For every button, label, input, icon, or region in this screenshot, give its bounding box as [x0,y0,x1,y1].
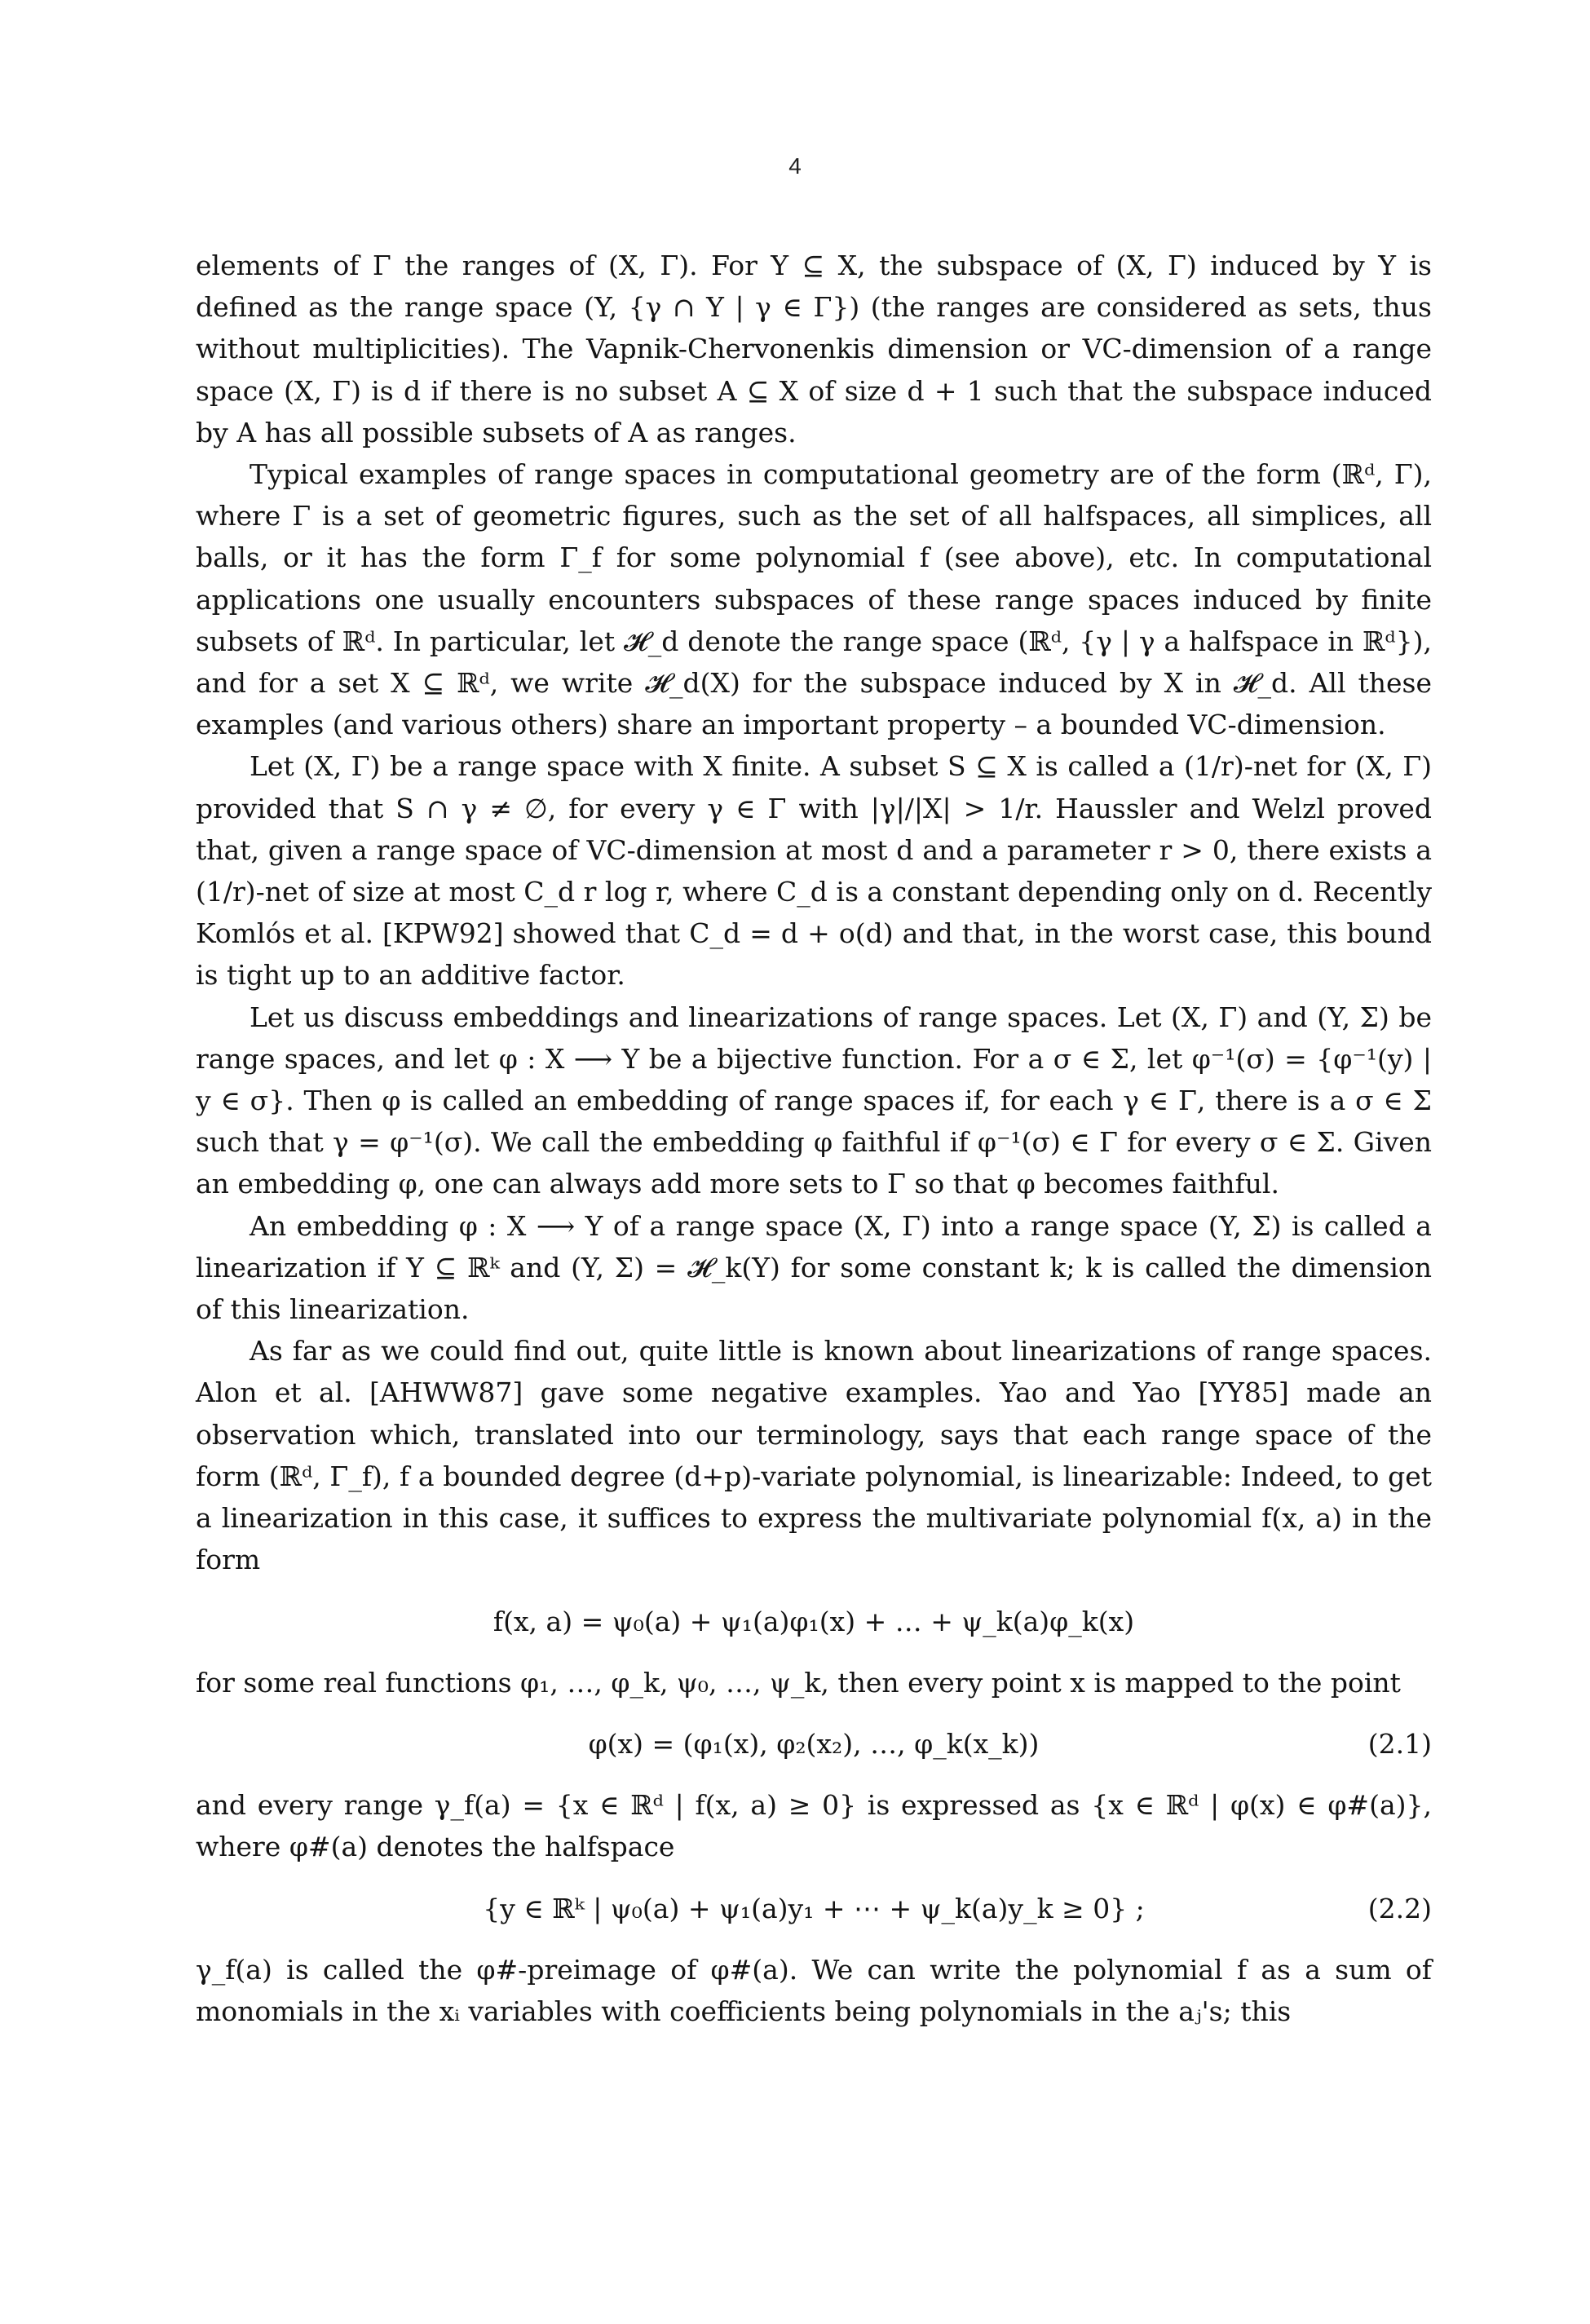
equation-number: (2.1) [1367,1727,1432,1760]
body-text [196,245,1432,2032]
paragraph-real-functions: for some real functions φ₁, …, φ_k, ψ₀, …, ψ_k, then every point x is mapped to the point [196,1666,1401,1699]
paragraph-range-expressed: and every range γ_f(a) = {x ∈ ℝᵈ | f(x, a) ≥ 0} is expressed as {x ∈ ℝᵈ | φ(x) ∈ φ#(a)}, where φ#(a) denotes the halfspace [196,1789,1432,1863]
paragraph-typical-examples: Typical examples of range spaces in computational geometry are of the form (ℝᵈ, Γ), where Γ is a set of geometric figures, such as the set of all halfspaces, all simplices, all balls, or it has the form Γ_f for some polynomial f (see above), etc. In computational applications one usually encounters subspaces of these range spaces induced by finite subsets of ℝᵈ. In particular, let 𝓗_d denote the range space (ℝᵈ, {γ | γ a halfspace in ℝᵈ}), and for a set X ⊆ ℝᵈ, we write 𝓗_d(X) for the subspace induced by X in 𝓗_d. All these examples (and various others) share an important property – a bounded VC-dimension. [196,458,1432,741]
paragraph-ranges-vc-dimension: elements of Γ the ranges of (X, Γ). For Y ⊆ X, the subspace of (X, Γ) induced by Y is defined as the range space (Y, {γ ∩ Y | γ ∈ Γ}) (the ranges are considered as sets, thus without multiplicities). The Vapnik-Chervonenkis dimension or VC-dimension of a range space (X, Γ) is d if there is no subset A ⊆ X of size d + 1 such that the subspace induced by A has all possible subsets of A as ranges. [196,250,1432,448]
equation-2-2 [196,1888,1432,1929]
equation-expression: φ(x) = (φ₁(x), φ₂(x₂), …, φ_k(x_k)) [588,1727,1040,1760]
paragraph-epsilon-net: Let (X, Γ) be a range space with X finite. A subset S ⊆ X is called a (1/r)-net for (X, Γ) provided that S ∩ γ ≠ ∅, for every γ ∈ Γ with |γ|/|X| > 1/r. Haussler and Welzl proved that, given a range space of VC-dimension at most d and a parameter r > 0, there exists a (1/r)-net of size at most C_d r log r, where C_d is a constant depending only on d. Recently Komlós et al. [KPW92] showed that C_d = d + o(d) and that, in the worst case, this bound is tight up to an additive factor. [196,750,1432,992]
equation-2-1 [196,1723,1432,1765]
equation-number: (2.2) [1367,1892,1432,1924]
page-number: 4 [788,153,802,179]
paragraph-yao-observation: As far as we could find out, quite little is known about linearizations of range spaces. Alon et al. [AHWW87] gave some negative examples. Yao and Yao [YY85] made an observation which, translated into our terminology, says that each range space of the form (ℝᵈ, Γ_f), f a bounded degree (d+p)-variate polynomial, is linearizable: Indeed, to get a linearization in this case, it suffices to express the multivariate polynomial f(x, a) in the form [196,1335,1432,1576]
paragraph-preimage: γ_f(a) is called the φ#-preimage of φ#(a). We can write the polynomial f as a sum of monomials in the xᵢ variables with coefficients being polynomials in the aⱼ's; this [196,1953,1432,2027]
paragraph-embeddings: Let us discuss embeddings and linearizations of range spaces. Let (X, Γ) and (Y, Σ) be range spaces, and let φ : X ⟶ Y be a bijective function. For a σ ∈ Σ, let φ⁻¹(σ) = {φ⁻¹(y) | y ∈ σ}. Then φ is called an embedding of range spaces if, for each γ ∈ Γ, there is a σ ∈ Σ such that γ = φ⁻¹(σ). We call the embedding φ faithful if φ⁻¹(σ) ∈ Γ for every σ ∈ Σ. Given an embedding φ, one can always add more sets to Γ so that φ becomes faithful. [196,1001,1432,1200]
equation-polynomial-expansion [196,1601,1432,1642]
paragraph-linearization-definition: An embedding φ : X ⟶ Y of a range space (X, Γ) into a range space (Y, Σ) is called a linearization if Y ⊆ ℝᵏ and (Y, Σ) = 𝓗_k(Y) for some constant k; k is called the dimension of this linearization. [196,1209,1432,1326]
equation-expression: f(x, a) = ψ₀(a) + ψ₁(a)φ₁(x) + … + ψ_k(a)φ_k(x) [492,1605,1135,1637]
equation-expression: {y ∈ ℝᵏ | ψ₀(a) + ψ₁(a)y₁ + ⋯ + ψ_k(a)y_k ≥ 0} ; [483,1892,1145,1924]
